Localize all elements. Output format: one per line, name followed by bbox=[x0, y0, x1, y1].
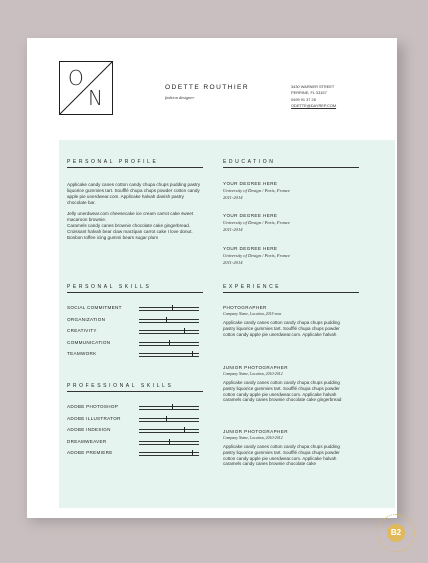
section-title-professional-skills: PROFESSIONAL SKILLS bbox=[67, 383, 174, 389]
experience-item bbox=[223, 305, 353, 337]
skill-meter-track bbox=[139, 409, 199, 410]
skill-level-marker bbox=[172, 305, 173, 310]
education-item bbox=[223, 181, 290, 200]
skill-label: ADOBE PHOTOSHOP bbox=[67, 404, 119, 409]
skill-row bbox=[67, 427, 199, 435]
contact-block bbox=[291, 84, 336, 110]
skill-meter bbox=[139, 416, 199, 424]
experience-item bbox=[223, 429, 353, 467]
section-rule bbox=[67, 167, 203, 168]
skill-row bbox=[67, 450, 199, 458]
section-rule bbox=[223, 167, 359, 168]
job-title: JUNIOR PHOTOGRAPHER bbox=[223, 365, 288, 370]
degree-years: 2011-2014 bbox=[223, 195, 243, 200]
skill-meter bbox=[139, 328, 199, 336]
skill-row bbox=[67, 404, 199, 412]
skill-meter-track bbox=[139, 319, 199, 320]
skill-level-marker bbox=[184, 328, 185, 333]
section-title-profile: PERSONAL PROFILE bbox=[67, 159, 159, 165]
monogram-logo bbox=[59, 61, 113, 115]
skill-meter-track bbox=[139, 333, 199, 334]
skill-meter-track bbox=[139, 429, 199, 430]
degree-school: University of Design / Paris, France bbox=[223, 188, 291, 193]
degree-school: University of Design / Paris, France bbox=[223, 220, 291, 225]
skill-level-marker bbox=[184, 427, 185, 432]
skill-level-marker bbox=[172, 404, 173, 409]
section-title-experience: EXPERIENCE bbox=[223, 284, 282, 290]
skill-label: TEAMWORK bbox=[67, 351, 97, 357]
monogram-last-initial: N bbox=[88, 86, 103, 110]
watermark-badge bbox=[377, 514, 415, 552]
skill-level-marker bbox=[169, 439, 170, 444]
skill-row bbox=[67, 305, 199, 313]
education-item bbox=[223, 246, 290, 265]
skill-meter-track bbox=[139, 406, 199, 407]
profile-paragraph: Applicake candy canes cotton candy chupa chups pudding pastry liquorice gummies tart. Soufflé chupa chups powder cotton candy apple pie unerdwear.com. Applicake halvah danish pastry chocolate bar. bbox=[67, 182, 201, 205]
education-item bbox=[223, 213, 290, 232]
skill-label: ORGANIZATION bbox=[67, 316, 106, 322]
experience-item bbox=[223, 365, 353, 403]
profile-paragraph: Jelly unerdwear.com cheesecake ice cream carrot cake sweet macaroon brownie. bbox=[67, 211, 194, 222]
skill-meter bbox=[139, 439, 199, 447]
degree-title: YOUR DEGREE HERE bbox=[223, 213, 278, 218]
job-description: Applicake candy canes cotton candy chupa chups pudding pastry liquorice gummies tart. Soufflé chupa chups powder cotton candy apple pie unerdwear.com. Applicake halvah caramels candy canes brownie chocolate cake bbox=[223, 444, 340, 467]
skill-meter-track bbox=[139, 421, 199, 422]
skill-meter-track bbox=[139, 356, 199, 357]
resume-page bbox=[27, 38, 397, 518]
skill-meter-track bbox=[139, 444, 199, 445]
job-company: Company Name, Location, 2015-now bbox=[223, 312, 282, 316]
skill-meter bbox=[139, 404, 199, 412]
skill-row bbox=[67, 317, 199, 325]
person-name: ODETTE ROUTHIER bbox=[165, 84, 250, 91]
skill-label: CREATIVITY bbox=[67, 328, 97, 334]
job-description: Applicake candy canes cotton candy chupa chups pudding pastry liquorice gummies tart. Soufflé chupa chups powder cotton candy apple pie unerdwear.com. Applicake halvah bbox=[223, 320, 340, 337]
skill-meter-track bbox=[139, 330, 199, 331]
skill-meter bbox=[139, 351, 199, 359]
job-company: Company Name, Location, 2010-2012 bbox=[223, 436, 283, 440]
skill-row bbox=[67, 351, 199, 359]
person-role: fashion designer bbox=[165, 95, 195, 100]
skill-meter bbox=[139, 340, 199, 348]
skill-meter-track bbox=[139, 432, 199, 433]
section-title-personal-skills: PERSONAL SKILLS bbox=[67, 284, 152, 290]
skill-label: ADOBE PREMIERE bbox=[67, 450, 113, 456]
skill-meter bbox=[139, 317, 199, 325]
skill-label: DREAMWEAVER bbox=[67, 438, 107, 444]
skill-meter-track bbox=[139, 452, 199, 453]
skill-level-marker bbox=[166, 416, 167, 421]
section-rule bbox=[67, 292, 203, 293]
contact-phone: 0499 91 37 26 bbox=[291, 96, 316, 102]
skill-meter bbox=[139, 450, 199, 458]
skill-meter-track bbox=[139, 310, 199, 311]
skill-label: SOCIAL COMMITMENT bbox=[67, 305, 122, 310]
skill-meter-track bbox=[139, 345, 199, 346]
skill-level-marker bbox=[192, 450, 193, 455]
skill-meter-track bbox=[139, 307, 199, 308]
skill-meter-track bbox=[139, 455, 199, 456]
skill-meter-track bbox=[139, 353, 199, 354]
watermark-badge-mark: B2 bbox=[387, 524, 405, 542]
job-title: PHOTOGRAPHER bbox=[223, 305, 267, 310]
skill-row bbox=[67, 340, 199, 348]
skill-row bbox=[67, 439, 199, 447]
contact-city: PERRINE, FL 33157 bbox=[291, 90, 327, 96]
skill-meter-track bbox=[139, 418, 199, 419]
skill-level-marker bbox=[166, 317, 167, 322]
skill-level-marker bbox=[192, 351, 193, 356]
monogram-first-initial: O bbox=[68, 66, 84, 90]
profile-text bbox=[67, 182, 203, 241]
skill-label: COMMUNICATION bbox=[67, 339, 111, 345]
skill-row bbox=[67, 416, 199, 424]
contact-street: 3430 WARNER STREET bbox=[291, 84, 335, 89]
profile-paragraph: Caramels candy canes brownie chocolate cake gingerbread. Croissant halvah bear claw marzipan carrot cake I love donut. Bonbon toffee icing gummi bears sugar plum bbox=[67, 223, 193, 240]
degree-title: YOUR DEGREE HERE bbox=[223, 181, 278, 186]
job-company: Company Name, Location, 2010-2012 bbox=[223, 372, 283, 376]
job-title: JUNIOR PHOTOGRAPHER bbox=[223, 429, 288, 434]
skill-label: ADOBE ILLUSTRATOR bbox=[67, 415, 121, 421]
degree-title: YOUR DEGREE HERE bbox=[223, 246, 278, 251]
degree-years: 2011-2014 bbox=[223, 260, 243, 265]
section-title-education: EDUCATION bbox=[223, 159, 276, 165]
skill-meter bbox=[139, 427, 199, 435]
contact-email[interactable]: ODETTE@DAYREP.COM bbox=[291, 103, 337, 109]
skill-meter-track bbox=[139, 322, 199, 323]
section-rule bbox=[67, 391, 203, 392]
skill-meter bbox=[139, 305, 199, 313]
job-description: Applicake candy canes cotton candy chupa chups pudding pastry liquorice gummies tart. Soufflé chupa chups powder cotton candy apple pie unerdwear.com. Applicake halvah caramels candy canes brownie chocolate cake gingerbread bbox=[223, 380, 342, 403]
skill-level-marker bbox=[169, 340, 170, 345]
degree-years: 2011-2014 bbox=[223, 227, 243, 232]
skill-label: ADOBE INDESIGN bbox=[67, 427, 111, 433]
degree-school: University of Design / Paris, France bbox=[223, 253, 291, 258]
section-rule bbox=[223, 292, 359, 293]
skill-row bbox=[67, 328, 199, 336]
